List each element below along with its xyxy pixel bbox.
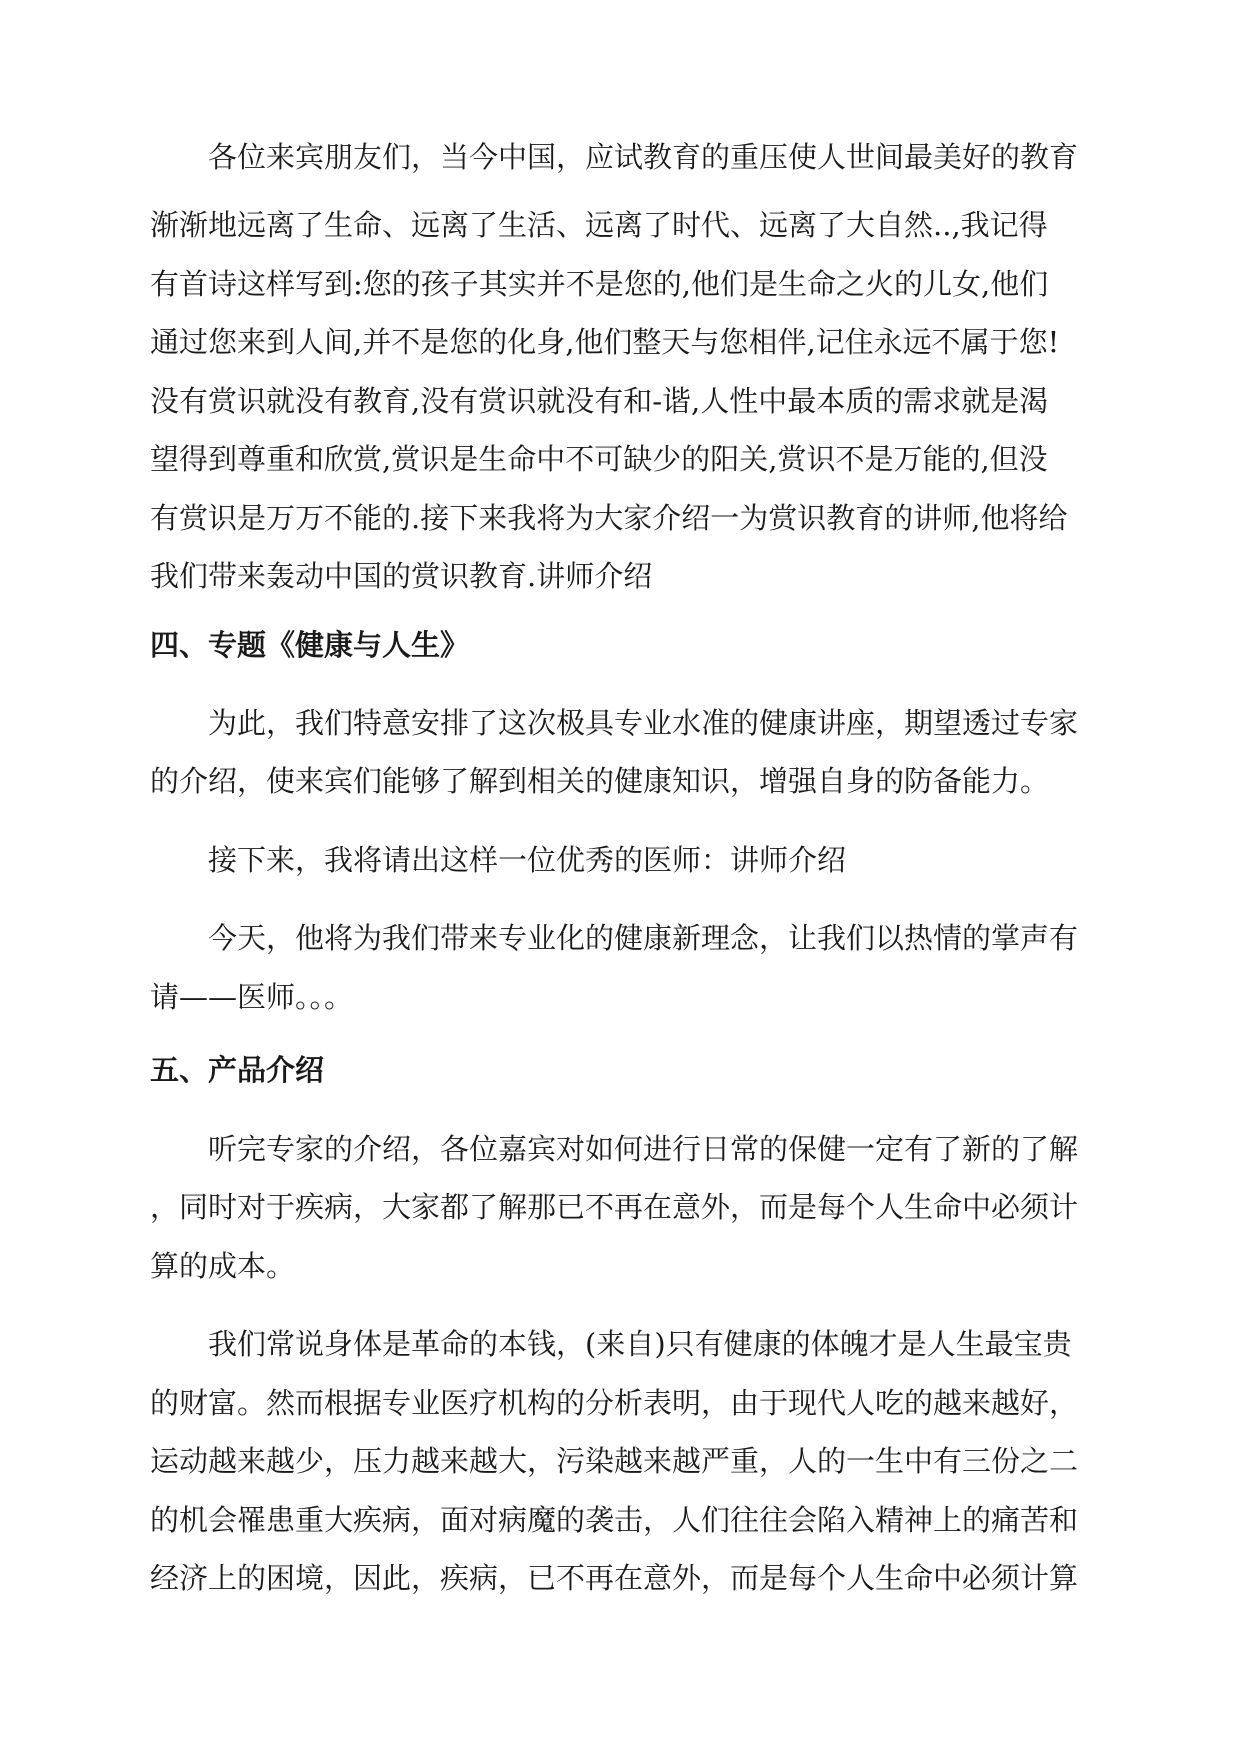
paragraph-line: 的介绍，使来宾们能够了解到相关的健康知识，增强自身的防备能力。 bbox=[150, 764, 1050, 798]
paragraph-line: 经济上的困境，因此，疾病，已不再在意外，而是每个人生命中必须计算 bbox=[150, 1561, 1079, 1595]
paragraph-line: 各位来宾朋友们，当今中国，应试教育的重压使人世间最美好的教育 bbox=[150, 140, 1079, 174]
paragraph-line: ，同时对于疾病，大家都了解那已不再在意外，而是每个人生命中必须计 bbox=[150, 1190, 1079, 1224]
paragraph-line: 运动越来越少，压力越来越大，污染越来越严重，人的一生中有三份之二 bbox=[150, 1444, 1079, 1478]
section-heading: 四、专题《健康与人生》 bbox=[150, 628, 470, 662]
paragraph-line: 请——医师。。。 bbox=[150, 980, 354, 1014]
paragraph-line: 听完专家的介绍，各位嘉宾对如何进行日常的保健一定有了新的了解 bbox=[150, 1132, 1079, 1166]
paragraph-line: 有首诗这样写到:您的孩子其实并不是您的,他们是生命之火的儿女,他们 bbox=[150, 267, 1049, 301]
paragraph-line: 我们带来轰动中国的赏识教育.讲师介绍 bbox=[150, 559, 653, 593]
paragraph-line: 为此，我们特意安排了这次极具专业水准的健康讲座，期望透过专家 bbox=[150, 706, 1079, 740]
paragraph-line: 有赏识是万万不能的.接下来我将为大家介绍一为赏识教育的讲师,他将给 bbox=[150, 501, 1068, 535]
paragraph-line: 没有赏识就没有教育,没有赏识就没有和-谐,人性中最本质的需求就是渴 bbox=[150, 384, 1049, 418]
paragraph-line: 接下来，我将请出这样一位优秀的医师：讲师介绍 bbox=[150, 843, 847, 877]
section-heading: 五、产品介绍 bbox=[150, 1053, 325, 1087]
paragraph-line: 通过您来到人间,并不是您的化身,他们整天与您相伴,记住永远不属于您! bbox=[150, 325, 1060, 359]
paragraph-line: 今天，他将为我们带来专业化的健康新理念，让我们以热情的掌声有 bbox=[150, 921, 1079, 955]
paragraph-line: 的机会罹患重大疾病，面对病魔的袭击，人们往往会陷入精神上的痛苦和 bbox=[150, 1503, 1079, 1537]
paragraph-line: 我们常说身体是革命的本钱，(来自)只有健康的体魄才是人生最宝贵 bbox=[150, 1327, 1072, 1361]
paragraph-line: 望得到尊重和欣赏,赏识是生命中不可缺少的阳关,赏识不是万能的,但没 bbox=[150, 442, 1048, 476]
paragraph-line: 的财富。然而根据专业医疗机构的分析表明，由于现代人吃的越来越好， bbox=[150, 1386, 1079, 1420]
paragraph-line: 渐渐地远离了生命、远离了生活、远离了时代、远离了大自然..,我记得 bbox=[150, 208, 1048, 242]
paragraph-line: 算的成本。 bbox=[150, 1249, 296, 1283]
